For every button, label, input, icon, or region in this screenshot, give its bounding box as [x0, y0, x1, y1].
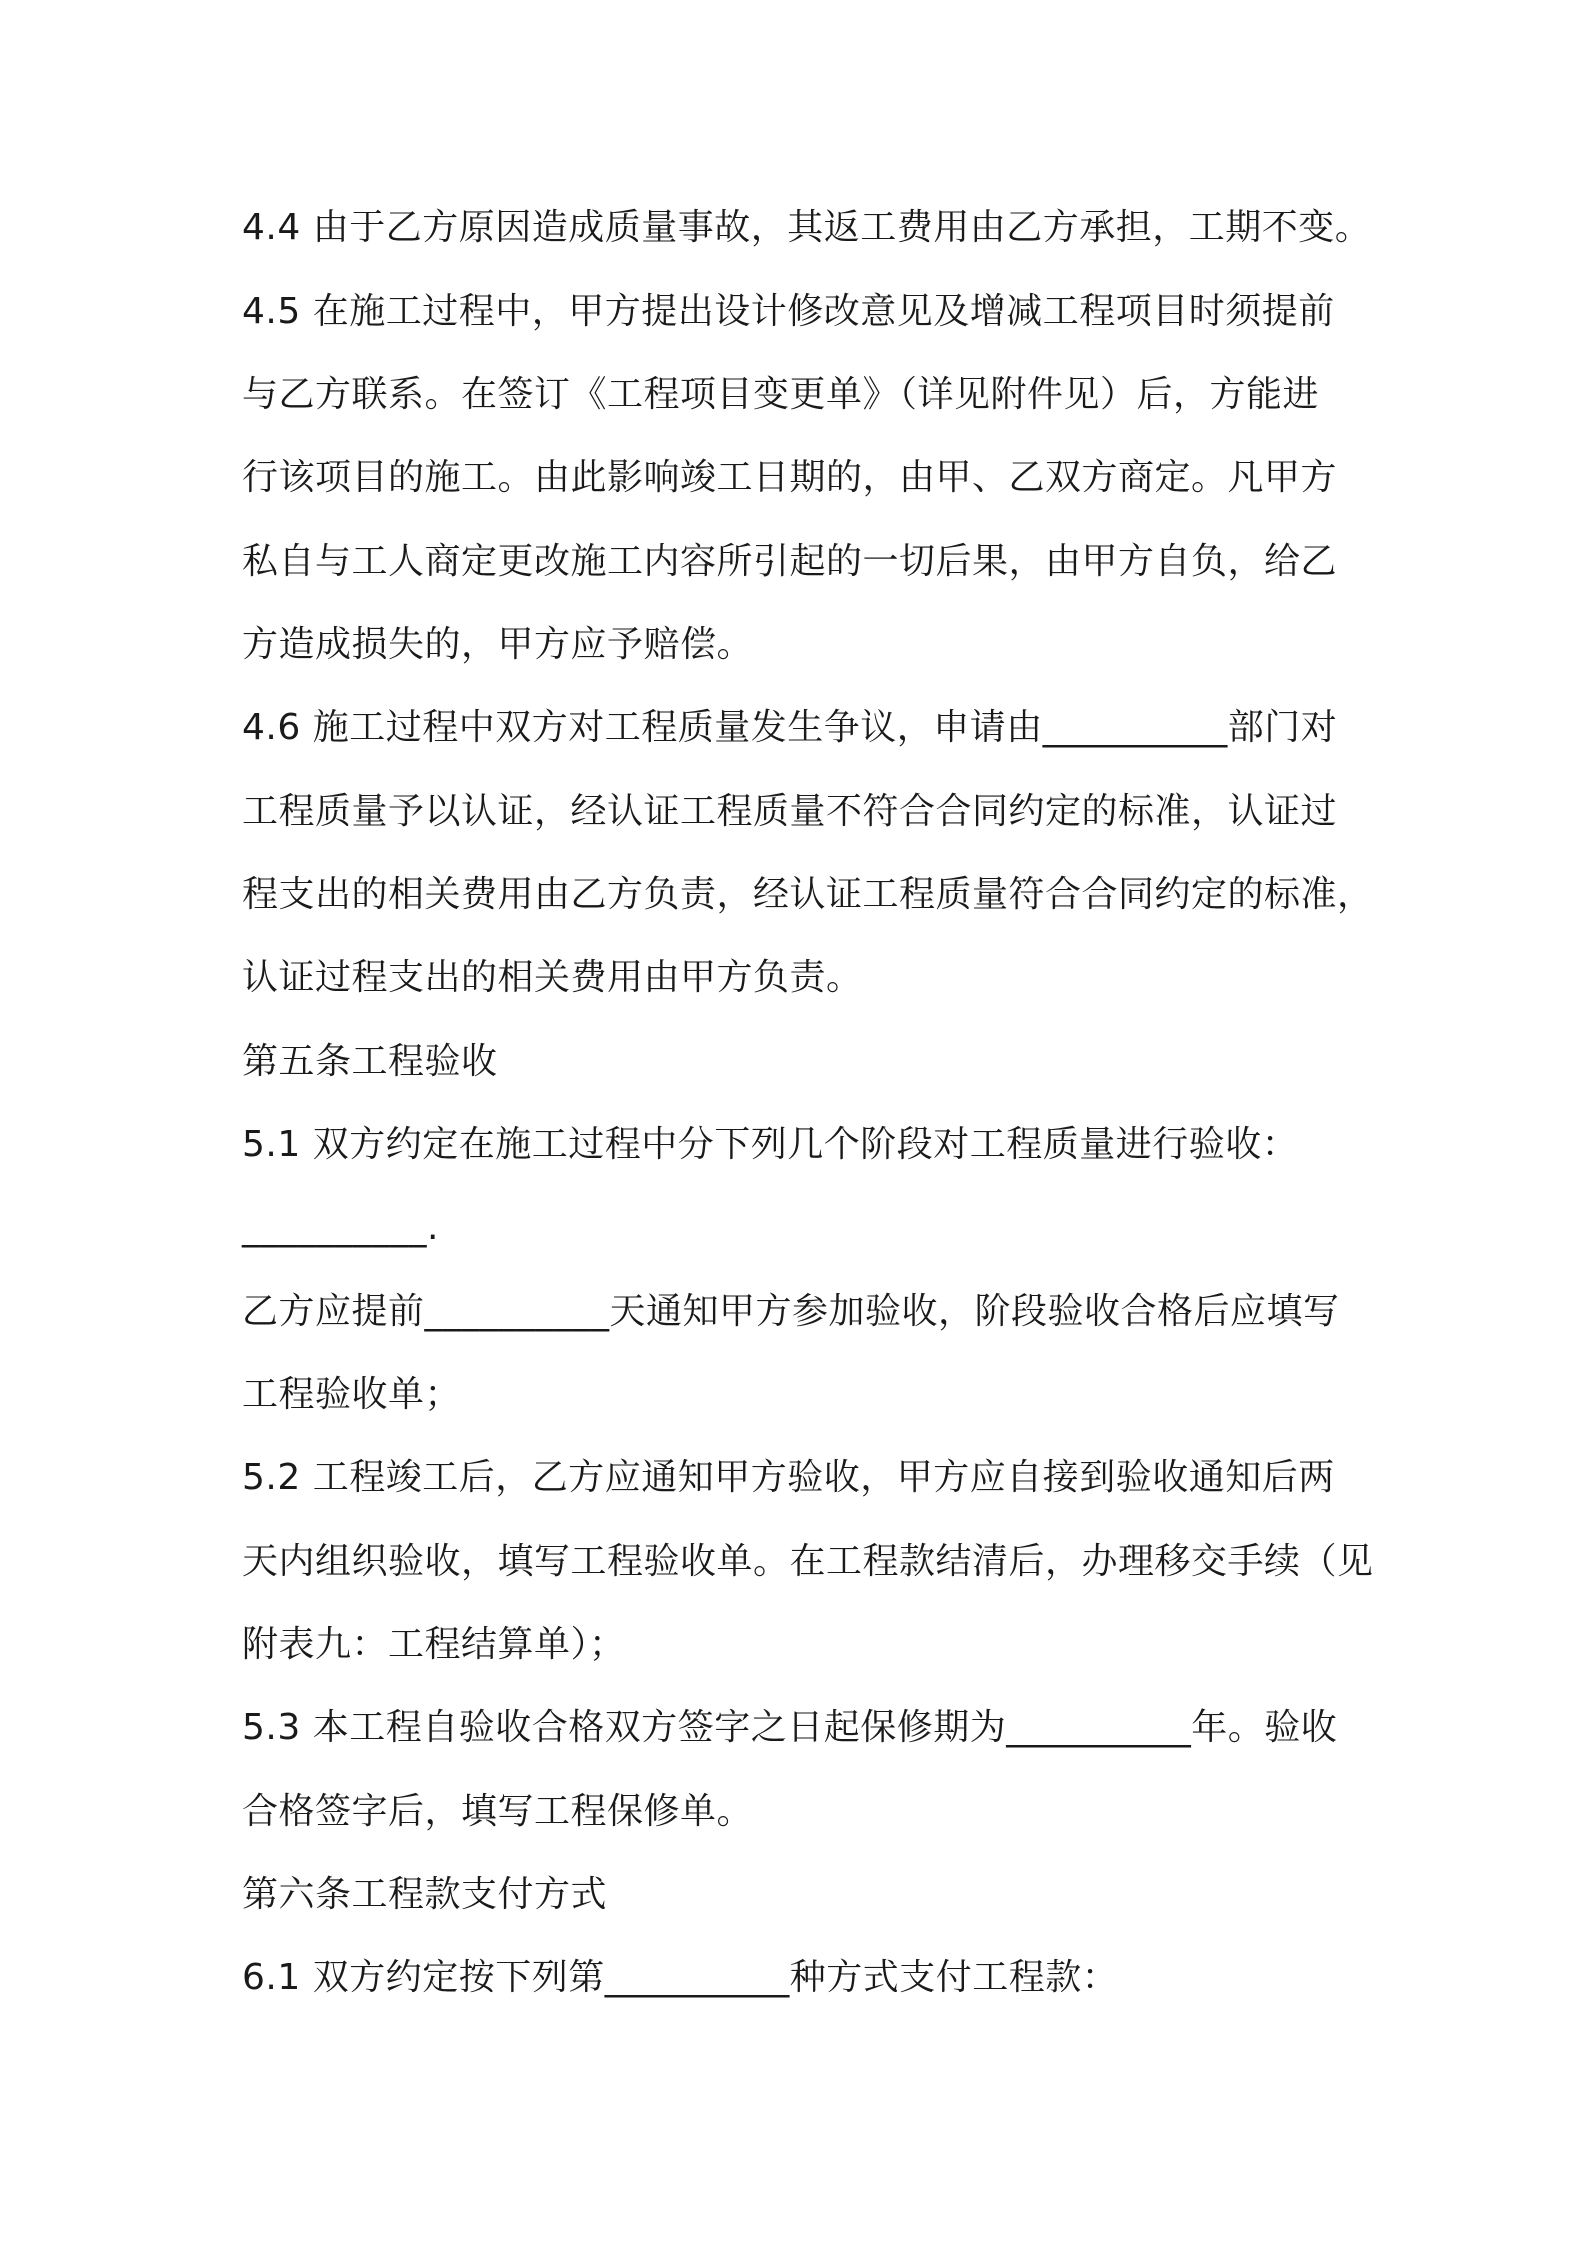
clause-5-1-line-3: 乙方应提前__________天通知甲方参加验收，阶段验收合格后应填写 [242, 1291, 1340, 1332]
clause-4-5-line-4: 私自与工人商定更改施工内容所引起的一切后果，由甲方自负，给乙 [242, 541, 1338, 582]
clause-4-6-line-2: 工程质量予以认证，经认证工程质量不符合合同约定的标准，认证过 [242, 791, 1338, 832]
clause-5-2-line-3: 附表九：工程结算单）； [242, 1624, 626, 1665]
clause-5-2-line-2: 天内组织验收，填写工程验收单。在工程款结清后，办理移交手续（见 [242, 1541, 1374, 1582]
clause-4-6-line-3: 程支出的相关费用由乙方负责，经认证工程质量符合合同约定的标准， [242, 874, 1374, 915]
clause-5-3-line-1: 5.3 本工程自验收合格双方签字之日起保修期为__________年。验收 [242, 1707, 1338, 1748]
clause-5-1-line-1: 5.1 双方约定在施工过程中分下列几个阶段对工程质量进行验收： [242, 1124, 1299, 1165]
clause-5-1-line-4: 工程验收单； [242, 1374, 462, 1415]
clause-5-3-line-2: 合格签字后，填写工程保修单。 [242, 1791, 754, 1832]
clause-4-5-line-1: 4.5 在施工过程中，甲方提出设计修改意见及增减工程项目时须提前 [242, 291, 1335, 332]
clause-4-5-line-2: 与乙方联系。在签订《工程项目变更单》（详见附件见）后，方能进 [242, 374, 1320, 415]
clause-4-6-line-4: 认证过程支出的相关费用由甲方负责。 [242, 957, 863, 998]
clause-4-4: 4.4 由于乙方原因造成质量事故，其返工费用由乙方承担，工期不变。 [242, 207, 1372, 248]
clause-4-5-line-5: 方造成损失的，甲方应予赔偿。 [242, 624, 754, 665]
article-6-heading: 第六条工程款支付方式 [242, 1874, 608, 1915]
article-5-heading: 第五条工程验收 [242, 1041, 498, 1082]
clause-4-5-line-3: 行该项目的施工。由此影响竣工日期的，由甲、乙双方商定。凡甲方 [242, 457, 1338, 498]
clause-5-1-blank: __________. [242, 1207, 439, 1248]
clause-5-2-line-1: 5.2 工程竣工后，乙方应通知甲方验收，甲方应自接到验收通知后两 [242, 1457, 1335, 1498]
clause-6-1: 6.1 双方约定按下列第__________种方式支付工程款： [242, 1957, 1119, 1998]
clause-4-6-line-1: 4.6 施工过程中双方对工程质量发生争议，申请由__________部门对 [242, 707, 1338, 748]
